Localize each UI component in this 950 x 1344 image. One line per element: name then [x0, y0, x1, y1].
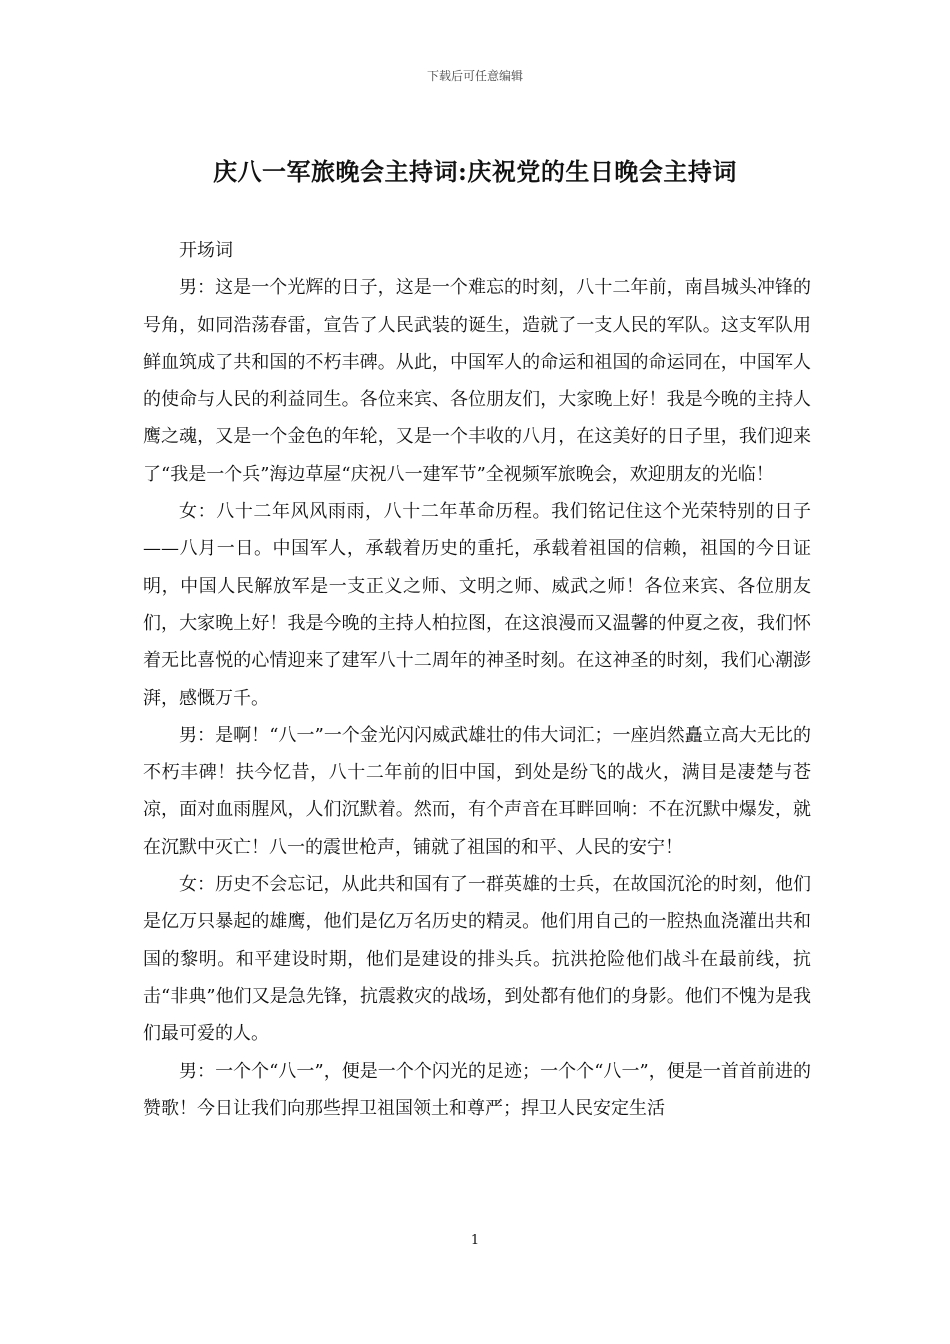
paragraph: 男：一个个“八一”，便是一个个闪光的足迹；一个个“八一”，便是一首首前进的赞歌！今日让我们向那些捍卫祖国领土和尊严；捍卫人民安定生活: [143, 1060, 811, 1119]
document-title: 庆八一军旅晚会主持词:庆祝党的生日晚会主持词: [213, 157, 737, 186]
section-heading: 开场词: [179, 240, 233, 261]
paragraph: 女：八十二年风风雨雨，八十二年革命历程。我们铭记住这个光荣特别的日子——八月一日。中国军人，承载着历史的重托，承载着祖国的信赖，祖国的今日证明，中国人民解放军是一支正义之师、文明之师、威武之师！各位来宾、各位朋友们，大家晚上好！我是今晚的主持人柏拉图，在这浪漫而又温馨的仲夏之夜，我们怀着无比喜悦的心情迎来了建军八十二周年的神圣时刻。在这神圣的时刻，我们心潮澎湃，感慨万千。: [143, 501, 811, 709]
page-number: 1: [470, 1233, 480, 1248]
document-body: [143, 232, 811, 1127]
paragraph: 男：这是一个光辉的日子，这是一个难忘的时刻，八十二年前，南昌城头冲锋的号角，如同浩荡春雷，宣告了人民武装的诞生，造就了一支人民的军队。这支军队用鲜血筑成了共和国的不朽丰碑。从此，中国军人的命运和祖国的命运同在，中国军人的使命与人民的利益同生。各位来宾、各位朋友们，大家晚上好！我是今晚的主持人鹰之魂，又是一个金色的年轮，又是一个丰收的八月，在这美好的日子里，我们迎来了“我是一个兵”海边草屋“庆祝八一建军节”全视频军旅晚会，欢迎朋友的光临！: [143, 277, 811, 485]
paragraph: 男：是啊！“八一”一个金光闪闪威武雄壮的伟大词汇；一座岿然矗立高大无比的不朽丰碑！扶今忆昔，八十二年前的旧中国，到处是纷飞的战火，满目是凄楚与苍凉，面对血雨腥风，人们沉默着。然而，有个声音在耳畔回响：不在沉默中爆发，就在沉默中灭亡！八一的震世枪声，铺就了祖国的和平、人民的安宁！: [143, 724, 811, 858]
header-note: 下载后可任意编辑: [426, 69, 523, 83]
paragraph: 女：历史不会忘记，从此共和国有了一群英雄的士兵，在故国沉沦的时刻，他们是亿万只暴起的雄鹰，他们是亿万名历史的精灵。他们用自己的一腔热血浇灌出共和国的黎明。和平建设时期，他们是建设的排头兵。抗洪抢险他们战斗在最前线，抗击“非典”他们又是急先锋，抗震救灾的战场，到处都有他们的身影。他们不愧为是我们最可爱的人。: [143, 874, 811, 1045]
